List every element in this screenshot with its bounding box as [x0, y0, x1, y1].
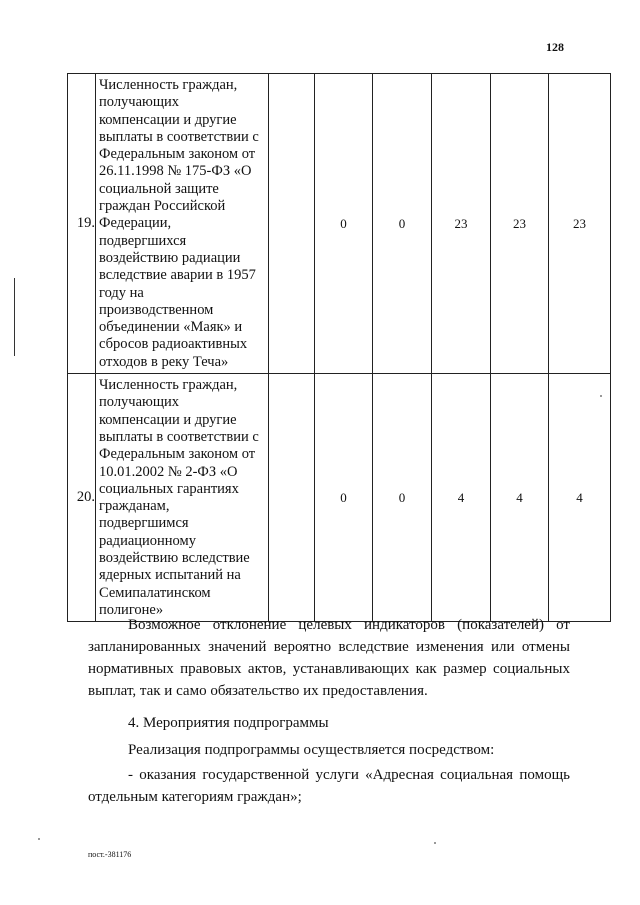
- description-line: получающих: [99, 394, 180, 411]
- scan-speck: [434, 842, 436, 844]
- section-heading: 4. Мероприятия подпрограммы: [128, 715, 329, 731]
- description-line: граждан Российской: [99, 198, 226, 215]
- description-line: выплаты в соответствии с: [99, 428, 259, 445]
- description-line: году на: [99, 284, 144, 301]
- empty-cell: [269, 374, 315, 622]
- description-line: полигоне»: [99, 601, 164, 618]
- description-line: выплаты в соответствии с: [99, 128, 259, 145]
- list-item-line: отдельным категориям граждан»;: [88, 789, 302, 805]
- description-line: получающих: [99, 94, 180, 111]
- value-cell: 0: [315, 374, 373, 622]
- implementation-paragraph: Реализация подпрограммы осуществляется посредством:: [128, 742, 495, 758]
- description-line: Семипалатинском: [99, 584, 211, 601]
- page-number: 128: [546, 40, 564, 54]
- description-line: подвергшимся: [99, 515, 189, 532]
- description-line: Федеральным законом от: [99, 446, 256, 463]
- value-cell: 23: [491, 74, 549, 374]
- table-row-19: [68, 74, 611, 374]
- description-line: социальной защите: [99, 180, 219, 197]
- value-cell: 0: [315, 74, 373, 374]
- table-row-20: [68, 374, 611, 622]
- description-line: компенсации и другие: [99, 111, 237, 128]
- indicator-description: [96, 374, 269, 622]
- description-line: Федерации,: [99, 215, 172, 232]
- description-line: социальных гарантиях: [99, 480, 239, 497]
- scan-speck: [38, 838, 40, 840]
- description-line: объединении «Маяк» и: [99, 319, 243, 336]
- description-line: сбросов радиоактивных: [99, 336, 248, 353]
- list-item-line: - оказания государственной услуги «Адресная социальная помощь: [128, 767, 570, 783]
- value-cell: 0: [373, 374, 432, 622]
- description-line: воздействию радиации: [99, 249, 241, 266]
- paragraph-line: запланированных значений вероятно вследствие изменения или отмены: [88, 639, 570, 655]
- description-line: 26.11.1998 № 175-ФЗ «О: [99, 163, 252, 180]
- description-line: ядерных испытаний на: [99, 567, 241, 584]
- document-code: пост.-381176: [88, 850, 132, 859]
- paragraph-line: нормативных правовых актов, устанавливающих как размер социальных: [88, 661, 570, 677]
- description-line: Федеральным законом от: [99, 146, 256, 163]
- value-cell: 23: [549, 74, 611, 374]
- paragraph-line: Возможное отклонение целевых индикаторов (показателей) от: [128, 617, 570, 633]
- description-line: воздействию вследствие: [99, 550, 250, 567]
- value-cell: 4: [432, 374, 491, 622]
- paragraph-line: выплат, так и само обязательство их предоставления.: [88, 683, 428, 699]
- description-line: радиационному: [99, 532, 196, 549]
- description-line: 10.01.2002 № 2-ФЗ «О: [99, 463, 238, 480]
- row-number: 19.: [68, 74, 96, 374]
- description-line: гражданам,: [99, 498, 170, 515]
- description-line: Численность граждан,: [99, 77, 238, 93]
- indicator-description: [96, 74, 269, 374]
- margin-mark: [14, 278, 15, 356]
- description-line: производственном: [99, 301, 214, 318]
- indicators-table: [67, 73, 611, 622]
- row-number: 20.: [68, 374, 96, 622]
- description-line: вследствие аварии в 1957: [99, 267, 256, 284]
- value-cell: 4: [491, 374, 549, 622]
- value-cell: 0: [373, 74, 432, 374]
- value-cell: 4: [549, 374, 611, 622]
- description-line: отходов в реку Теча»: [99, 353, 229, 370]
- empty-cell: [269, 74, 315, 374]
- description-line: подвергшихся: [99, 232, 187, 249]
- description-line: Численность граждан,: [99, 377, 238, 394]
- description-line: компенсации и другие: [99, 411, 237, 428]
- value-cell: 23: [432, 74, 491, 374]
